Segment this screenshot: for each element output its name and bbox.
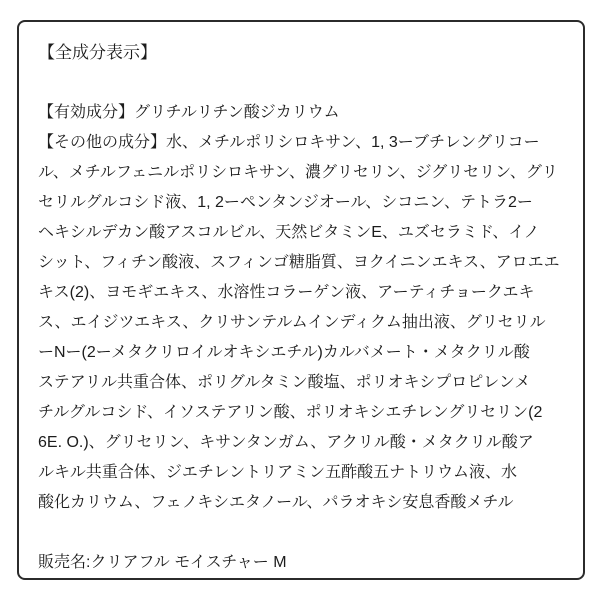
ingredient-line: 【その他の成分】水、メチルポリシロキサン、1, 3ーブチレングリコー <box>38 134 540 151</box>
ingredient-line: ルキル共重合体、ジエチレントリアミン五酢酸五ナトリウム液、水 <box>38 464 517 481</box>
ingredient-line: ヘキシルデカン酸アスコルビル、天然ビタミンE、ユズセラミド、イノ <box>38 224 540 241</box>
ingredient-line: ステアリル共重合体、ポリグルタミン酸塩、ポリオキシプロピレンメ <box>38 374 531 391</box>
ingredient-label-panel <box>17 20 585 580</box>
active-ingredient-line: 【有効成分】グリチルリチン酸ジカリウム <box>38 104 340 121</box>
full-ingredients-heading: 【全成分表示】 <box>38 43 157 62</box>
product-name-line: 販売名:クリアフル モイスチャー M <box>38 554 287 571</box>
ingredient-line: ル、メチルフェニルポリシロキサン、濃グリセリン、ジグリセリン、グリ <box>38 164 558 181</box>
ingredient-line: チルグルコシド、イソステアリン酸、ポリオキシエチレングリセリン(2 <box>38 404 543 421</box>
ingredient-line: ーNー(2ーメタクリロイルオキシエチル)カルバメート・メタクリル酸 <box>38 344 530 361</box>
ingredient-line: ス、エイジツエキス、クリサンテルムインディクム抽出液、グリセリル <box>38 314 546 331</box>
ingredient-line: 酸化カリウム、フェノキシエタノール、パラオキシ安息香酸メチル <box>38 494 514 511</box>
ingredient-line: 6E. O.)、グリセリン、キサンタンガム、アクリル酸・メタクリル酸ア <box>38 434 534 451</box>
ingredient-line: シット、フィチン酸液、スフィンゴ糖脂質、ヨクイニンエキス、アロエエ <box>38 254 560 271</box>
ingredient-line: セリルグルコシド液、1, 2ーペンタンジオール、シコニン、テトラ2ー <box>38 194 533 211</box>
ingredient-line: キス(2)、ヨモギエキス、水溶性コラーゲン液、アーティチョークエキ <box>38 284 535 301</box>
